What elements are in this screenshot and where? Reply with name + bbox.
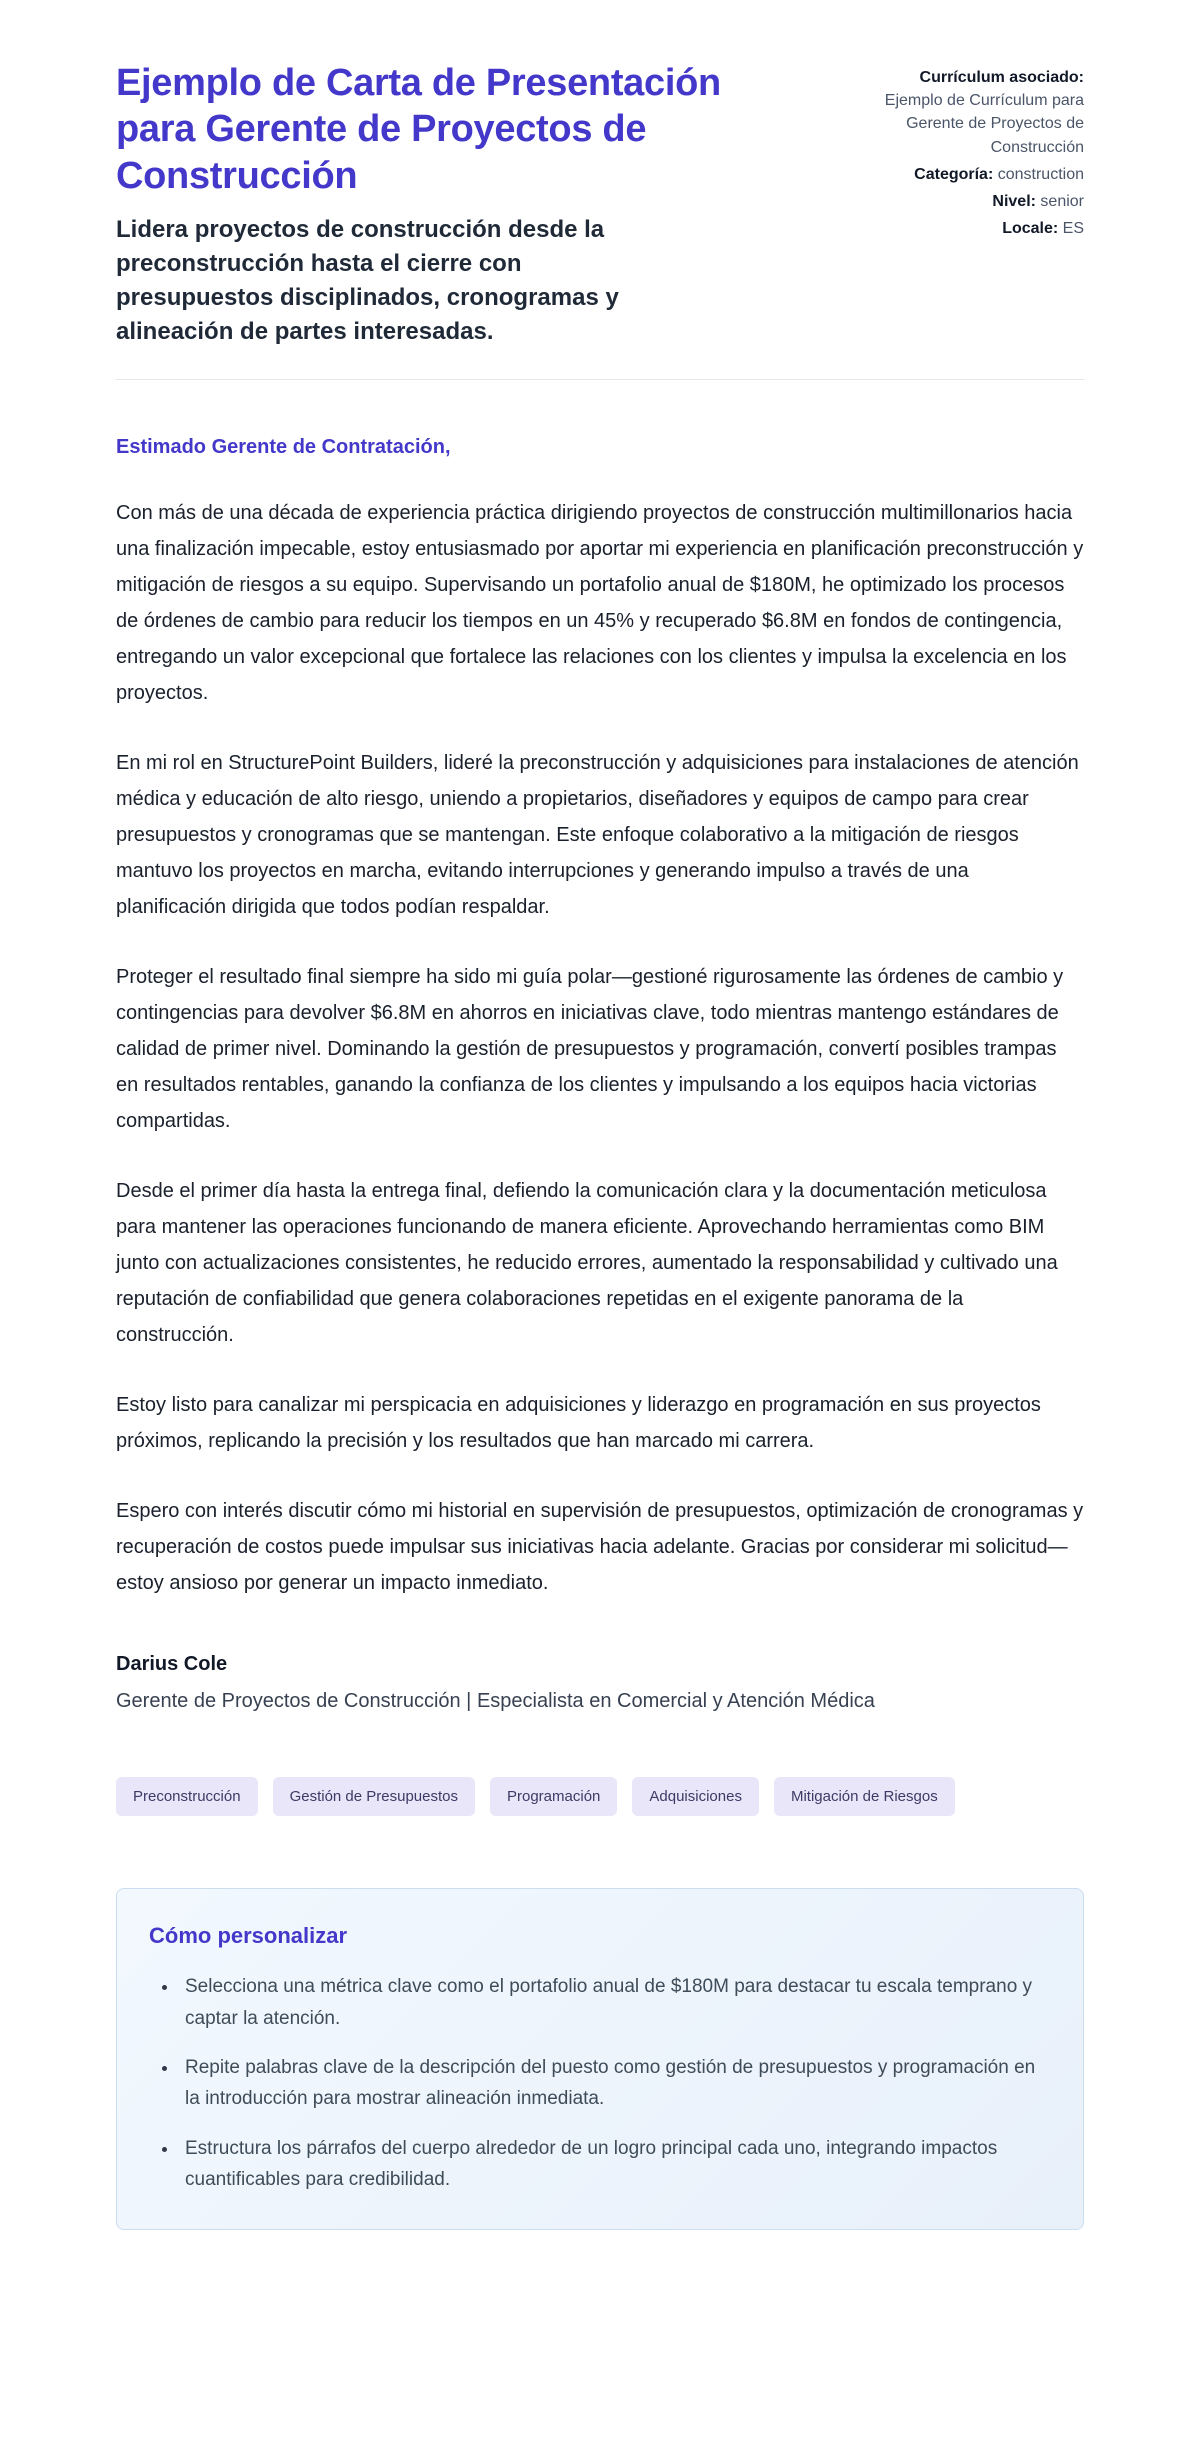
page-title: Ejemplo de Carta de Presentación para Gerente de Proyectos de Construcción	[116, 62, 721, 197]
meta-panel	[834, 60, 1084, 244]
letter-paragraph-5: Estoy listo para canalizar mi perspicacia en adquisiciones y liderazgo en programación en sus proyectos próximos, replicando la precisión y los resultados que han marcado mi carrera.	[116, 1394, 1041, 1453]
cover-letter-page	[116, 0, 1084, 2330]
meta-row-level	[834, 190, 1084, 213]
customize-tip-2: • Repite palabras clave de la descripción del puesto como gestión de presupuestos y programación en la introducción para mostrar alineación inmediata.	[179, 2052, 1051, 2115]
meta-row-category	[834, 163, 1084, 186]
signature-name: Darius Cole	[116, 1653, 228, 1676]
header-left	[116, 60, 736, 349]
meta-label-level: Nivel:	[992, 192, 1036, 210]
header-divider	[116, 379, 1084, 380]
letter-body	[116, 436, 1084, 1713]
letter-paragraph-4: Desde el primer día hasta la entrega final, defiendo la comunicación clara y la documentación meticulosa para mantener las operaciones funcionando de manera eficiente. Aprovechando herramientas como BIM junto con actualizaciones consistentes, he reducido errores, aumentado la responsabilidad y cultivado una reputación de confiabilidad que genera colaboraciones repetidas en el exigente panorama de la construcción.	[116, 1180, 1058, 1347]
tag-gestion-presupuestos: Gestión de Presupuestos	[273, 1777, 475, 1816]
header	[116, 60, 1084, 349]
meta-value-category: construction	[997, 165, 1084, 183]
meta-row-locale	[834, 217, 1084, 240]
letter-paragraph-1: Con más de una década de experiencia práctica dirigiendo proyectos de construcción multimillonarios hacia una finalización impecable, estoy entusiasmado por aportar mi experiencia en planificación preconstrucción y mitigación de riesgos a su equipo. Supervisando un portafolio anual de $180M, he optimizado los procesos de órdenes de cambio para reducir los tiempos en un 45% y recuperado $6.8M en fondos de contingencia, entregando un valor excepcional que fortalece las relaciones con los clientes y impulsa la excelencia en los proyectos.	[116, 502, 1084, 705]
signature-role: Gerente de Proyectos de Construcción | Especialista en Comercial y Atención Médica	[116, 1690, 875, 1713]
tag-adquisiciones: Adquisiciones	[632, 1777, 759, 1816]
tag-programacion: Programación	[490, 1777, 617, 1816]
customize-tip-1: • Selecciona una métrica clave como el portafolio anual de $180M para destacar tu escala temprano y captar la atención.	[179, 1971, 1051, 2034]
meta-label-resume: Currículum asociado:	[919, 69, 1084, 86]
meta-row-resume	[834, 66, 1084, 159]
tag-list	[116, 1777, 1084, 1816]
meta-label-category: Categoría:	[914, 165, 994, 183]
letter-paragraph-6: Espero con interés discutir cómo mi historial en supervisión de presupuestos, optimización de cronogramas y recuperación de costos puede impulsar sus iniciativas hacia adelante. Gracias por considerar mi solicitud—estoy ansioso por generar un impacto inmediato.	[116, 1500, 1084, 1595]
customize-tip-3: • Estructura los párrafos del cuerpo alrededor de un logro principal cada uno, integrando impactos cuantificables para credibilidad.	[179, 2133, 1051, 2196]
customize-tip-list	[149, 1971, 1051, 2195]
tag-preconstruccion: Preconstrucción	[116, 1777, 258, 1816]
meta-value-level: senior	[1040, 192, 1084, 210]
meta-label-locale: Locale:	[1002, 220, 1059, 238]
letter-paragraph-2: En mi rol en StructurePoint Builders, lideré la preconstrucción y adquisiciones para instalaciones de atención médica y educación de alto riesgo, uniendo a propietarios, diseñadores y equipos de campo para crear presupuestos y cronogramas que se mantengan. Este enfoque colaborativo a la mitigación de riesgos mantuvo los proyectos en marcha, evitando interrupciones y generando impulso a través de una planificación dirigida que todos podían respaldar.	[116, 752, 1079, 919]
page-subtitle: Lidera proyectos de construcción desde la preconstrucción hasta el cierre con presupuestos disciplinados, cronogramas y alineación de partes interesadas.	[116, 216, 619, 346]
meta-value-locale: ES	[1062, 220, 1084, 238]
tag-mitigacion-riesgos: Mitigación de Riesgos	[774, 1777, 955, 1816]
signature-block	[116, 1653, 1084, 1713]
salutation: Estimado Gerente de Contratación,	[116, 436, 451, 459]
customize-callout	[116, 1888, 1084, 2230]
meta-value-resume: Ejemplo de Currículum para Gerente de Proyectos de Construcción	[884, 92, 1084, 156]
letter-paragraph-3: Proteger el resultado final siempre ha sido mi guía polar—gestioné rigurosamente las órdenes de cambio y contingencias para devolver $6.8M en ahorros en iniciativas clave, todo mientras mantengo estándares de calidad de primer nivel. Dominando la gestión de presupuestos y programación, convertí posibles trampas en resultados rentables, ganando la confianza de los clientes y impulsando a los equipos hacia victorias compartidas.	[116, 966, 1064, 1133]
customize-title: Cómo personalizar	[149, 1923, 348, 1949]
